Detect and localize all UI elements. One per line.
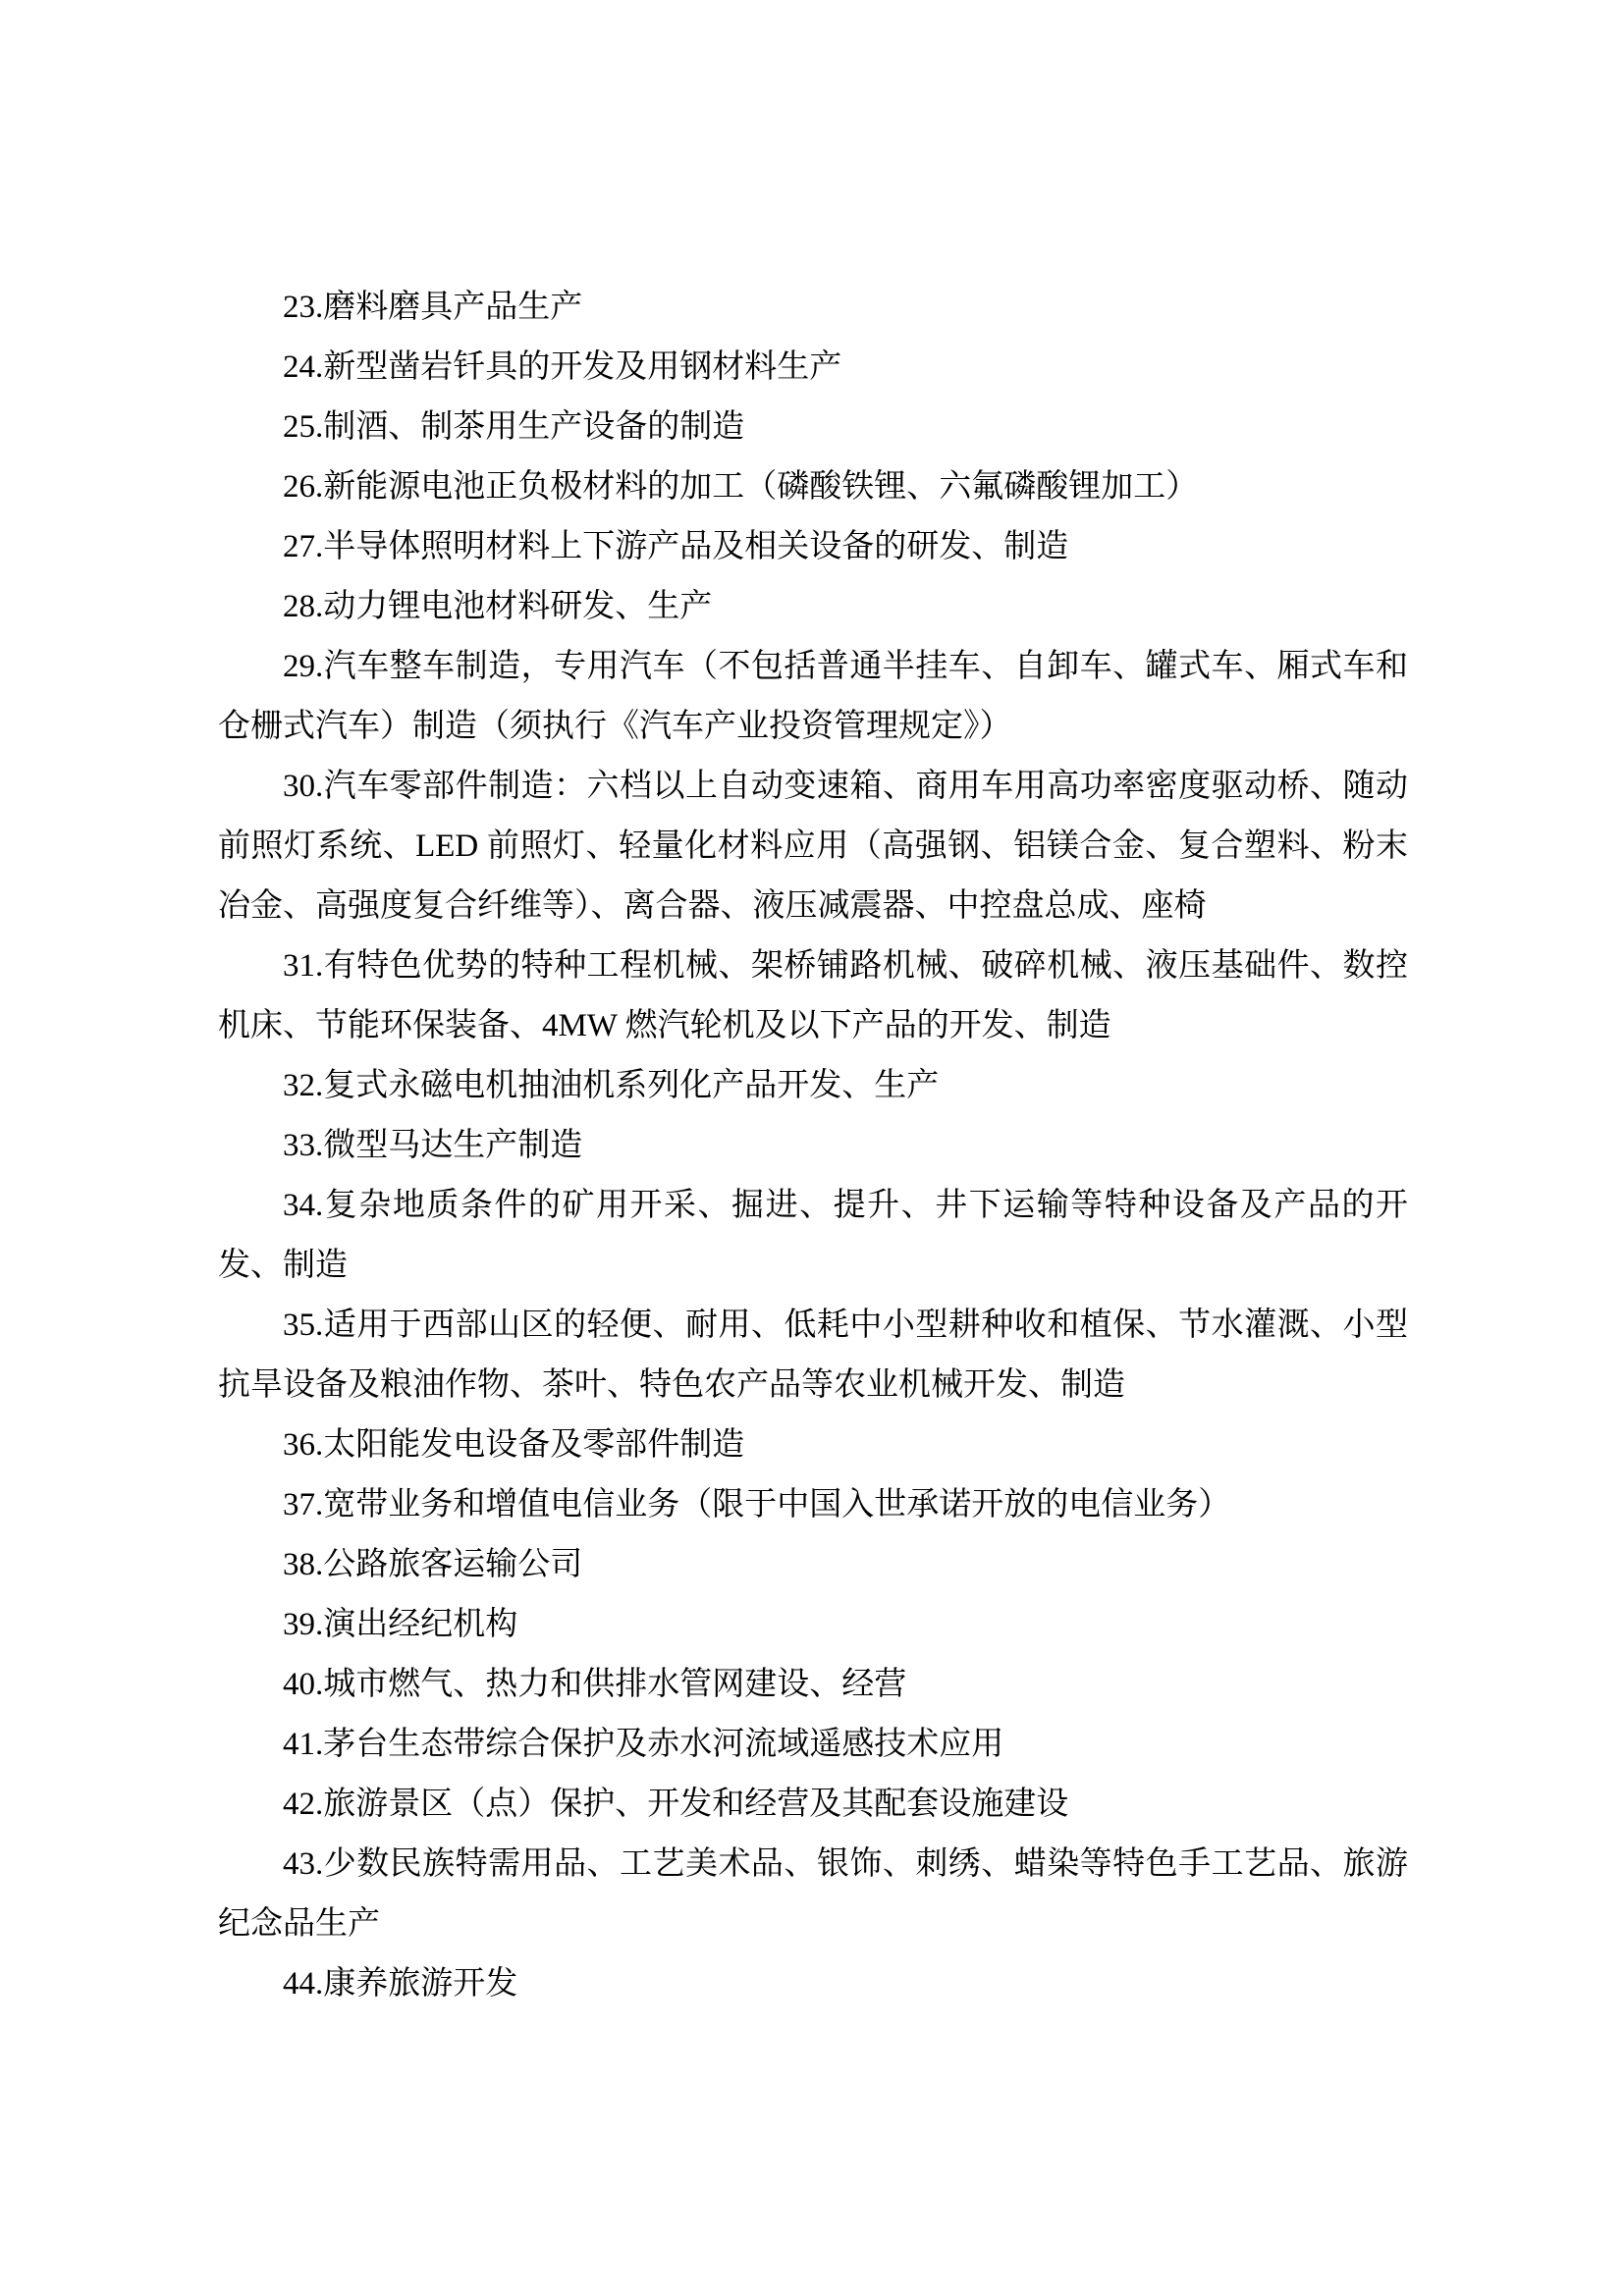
list-item	[218, 1775, 1408, 1835]
list-item	[218, 577, 1408, 637]
list-item	[218, 278, 1408, 338]
item-text: 新能源电池正负极材料的加工（磷酸铁锂、六氟磷酸锂加工）	[323, 469, 1199, 505]
item-number: 28.	[283, 589, 324, 624]
item-number: 40.	[283, 1667, 324, 1702]
item-text: 微型马达生产制造	[323, 1128, 583, 1163]
item-number: 36.	[283, 1427, 324, 1463]
document-body	[218, 278, 1408, 2014]
item-text: 旅游景区（点）保护、开发和经营及其配套设施建设	[323, 1787, 1069, 1822]
list-item	[218, 1655, 1408, 1715]
list-item	[218, 1475, 1408, 1535]
item-number: 32.	[283, 1068, 324, 1103]
item-text: 复杂地质条件的矿用开采、掘进、提升、井下运输等特种设备及产品的开发、制造	[218, 1188, 1408, 1283]
item-text: 有特色优势的特种工程机械、架桥铺路机械、破碎机械、液压基础件、数控机床、节能环保装备、4MW 燃汽轮机及以下产品的开发、制造	[218, 948, 1408, 1043]
item-text: 少数民族特需用品、工艺美术品、银饰、刺绣、蜡染等特色手工艺品、旅游纪念品生产	[218, 1846, 1408, 1942]
list-item	[218, 1715, 1408, 1775]
item-text: 茅台生态带综合保护及赤水河流域遥感技术应用	[323, 1727, 1004, 1762]
item-text: 半导体照明材料上下游产品及相关设备的研发、制造	[323, 529, 1069, 564]
list-item	[218, 338, 1408, 398]
item-text: 磨料磨具产品生产	[323, 290, 583, 325]
list-item	[218, 757, 1408, 936]
item-number: 41.	[283, 1727, 324, 1762]
list-item	[218, 1835, 1408, 1954]
item-number: 30.	[283, 769, 324, 804]
item-text: 演出经纪机构	[323, 1607, 518, 1642]
item-text: 动力锂电池材料研发、生产	[323, 589, 713, 624]
list-item	[218, 457, 1408, 517]
item-text: 复式永磁电机抽油机系列化产品开发、生产	[323, 1068, 940, 1103]
item-number: 27.	[283, 529, 324, 564]
item-text: 汽车零部件制造：六档以上自动变速箱、商用车用高功率密度驱动桥、随动前照灯系统、LED 前照灯、轻量化材料应用（高强钢、铝镁合金、复合塑料、粉末冶金、高强度复合纤维等）、离合器、液压减震器、中控盘总成、座椅	[218, 769, 1408, 924]
list-item	[218, 1595, 1408, 1655]
item-number: 23.	[283, 290, 324, 325]
list-item	[218, 637, 1408, 757]
item-number: 31.	[283, 948, 324, 984]
item-text: 汽车整车制造，专用汽车（不包括普通半挂车、自卸车、罐式车、厢式车和仓栅式汽车）制造（须执行《汽车产业投资管理规定》）	[218, 649, 1408, 744]
item-number: 43.	[283, 1846, 324, 1882]
list-item	[218, 1116, 1408, 1176]
item-number: 38.	[283, 1547, 324, 1582]
item-number: 25.	[283, 409, 324, 445]
list-item	[218, 517, 1408, 577]
item-text: 城市燃气、热力和供排水管网建设、经营	[323, 1667, 907, 1702]
item-number: 39.	[283, 1607, 324, 1642]
list-item	[218, 1954, 1408, 2014]
item-number: 24.	[283, 349, 324, 385]
item-text: 宽带业务和增值电信业务（限于中国入世承诺开放的电信业务）	[323, 1487, 1231, 1522]
item-text: 公路旅客运输公司	[323, 1547, 583, 1582]
item-number: 35.	[283, 1308, 324, 1343]
item-text: 太阳能发电设备及零部件制造	[323, 1427, 745, 1463]
list-item	[218, 1296, 1408, 1415]
list-item	[218, 398, 1408, 457]
item-text: 制酒、制茶用生产设备的制造	[323, 409, 745, 445]
item-text: 适用于西部山区的轻便、耐用、低耗中小型耕种收和植保、节水灌溉、小型抗旱设备及粮油作物、茶叶、特色农产品等农业机械开发、制造	[218, 1308, 1408, 1403]
list-item	[218, 1056, 1408, 1116]
item-number: 29.	[283, 649, 324, 684]
list-item	[218, 1415, 1408, 1475]
list-item	[218, 1535, 1408, 1595]
list-item	[218, 936, 1408, 1056]
item-text: 康养旅游开发	[323, 1966, 518, 2002]
item-number: 33.	[283, 1128, 324, 1163]
item-number: 26.	[283, 469, 324, 505]
item-number: 42.	[283, 1787, 324, 1822]
item-number: 44.	[283, 1966, 324, 2002]
item-number: 37.	[283, 1487, 324, 1522]
list-item	[218, 1176, 1408, 1296]
item-number: 34.	[283, 1188, 324, 1223]
item-text: 新型凿岩钎具的开发及用钢材料生产	[323, 349, 842, 385]
